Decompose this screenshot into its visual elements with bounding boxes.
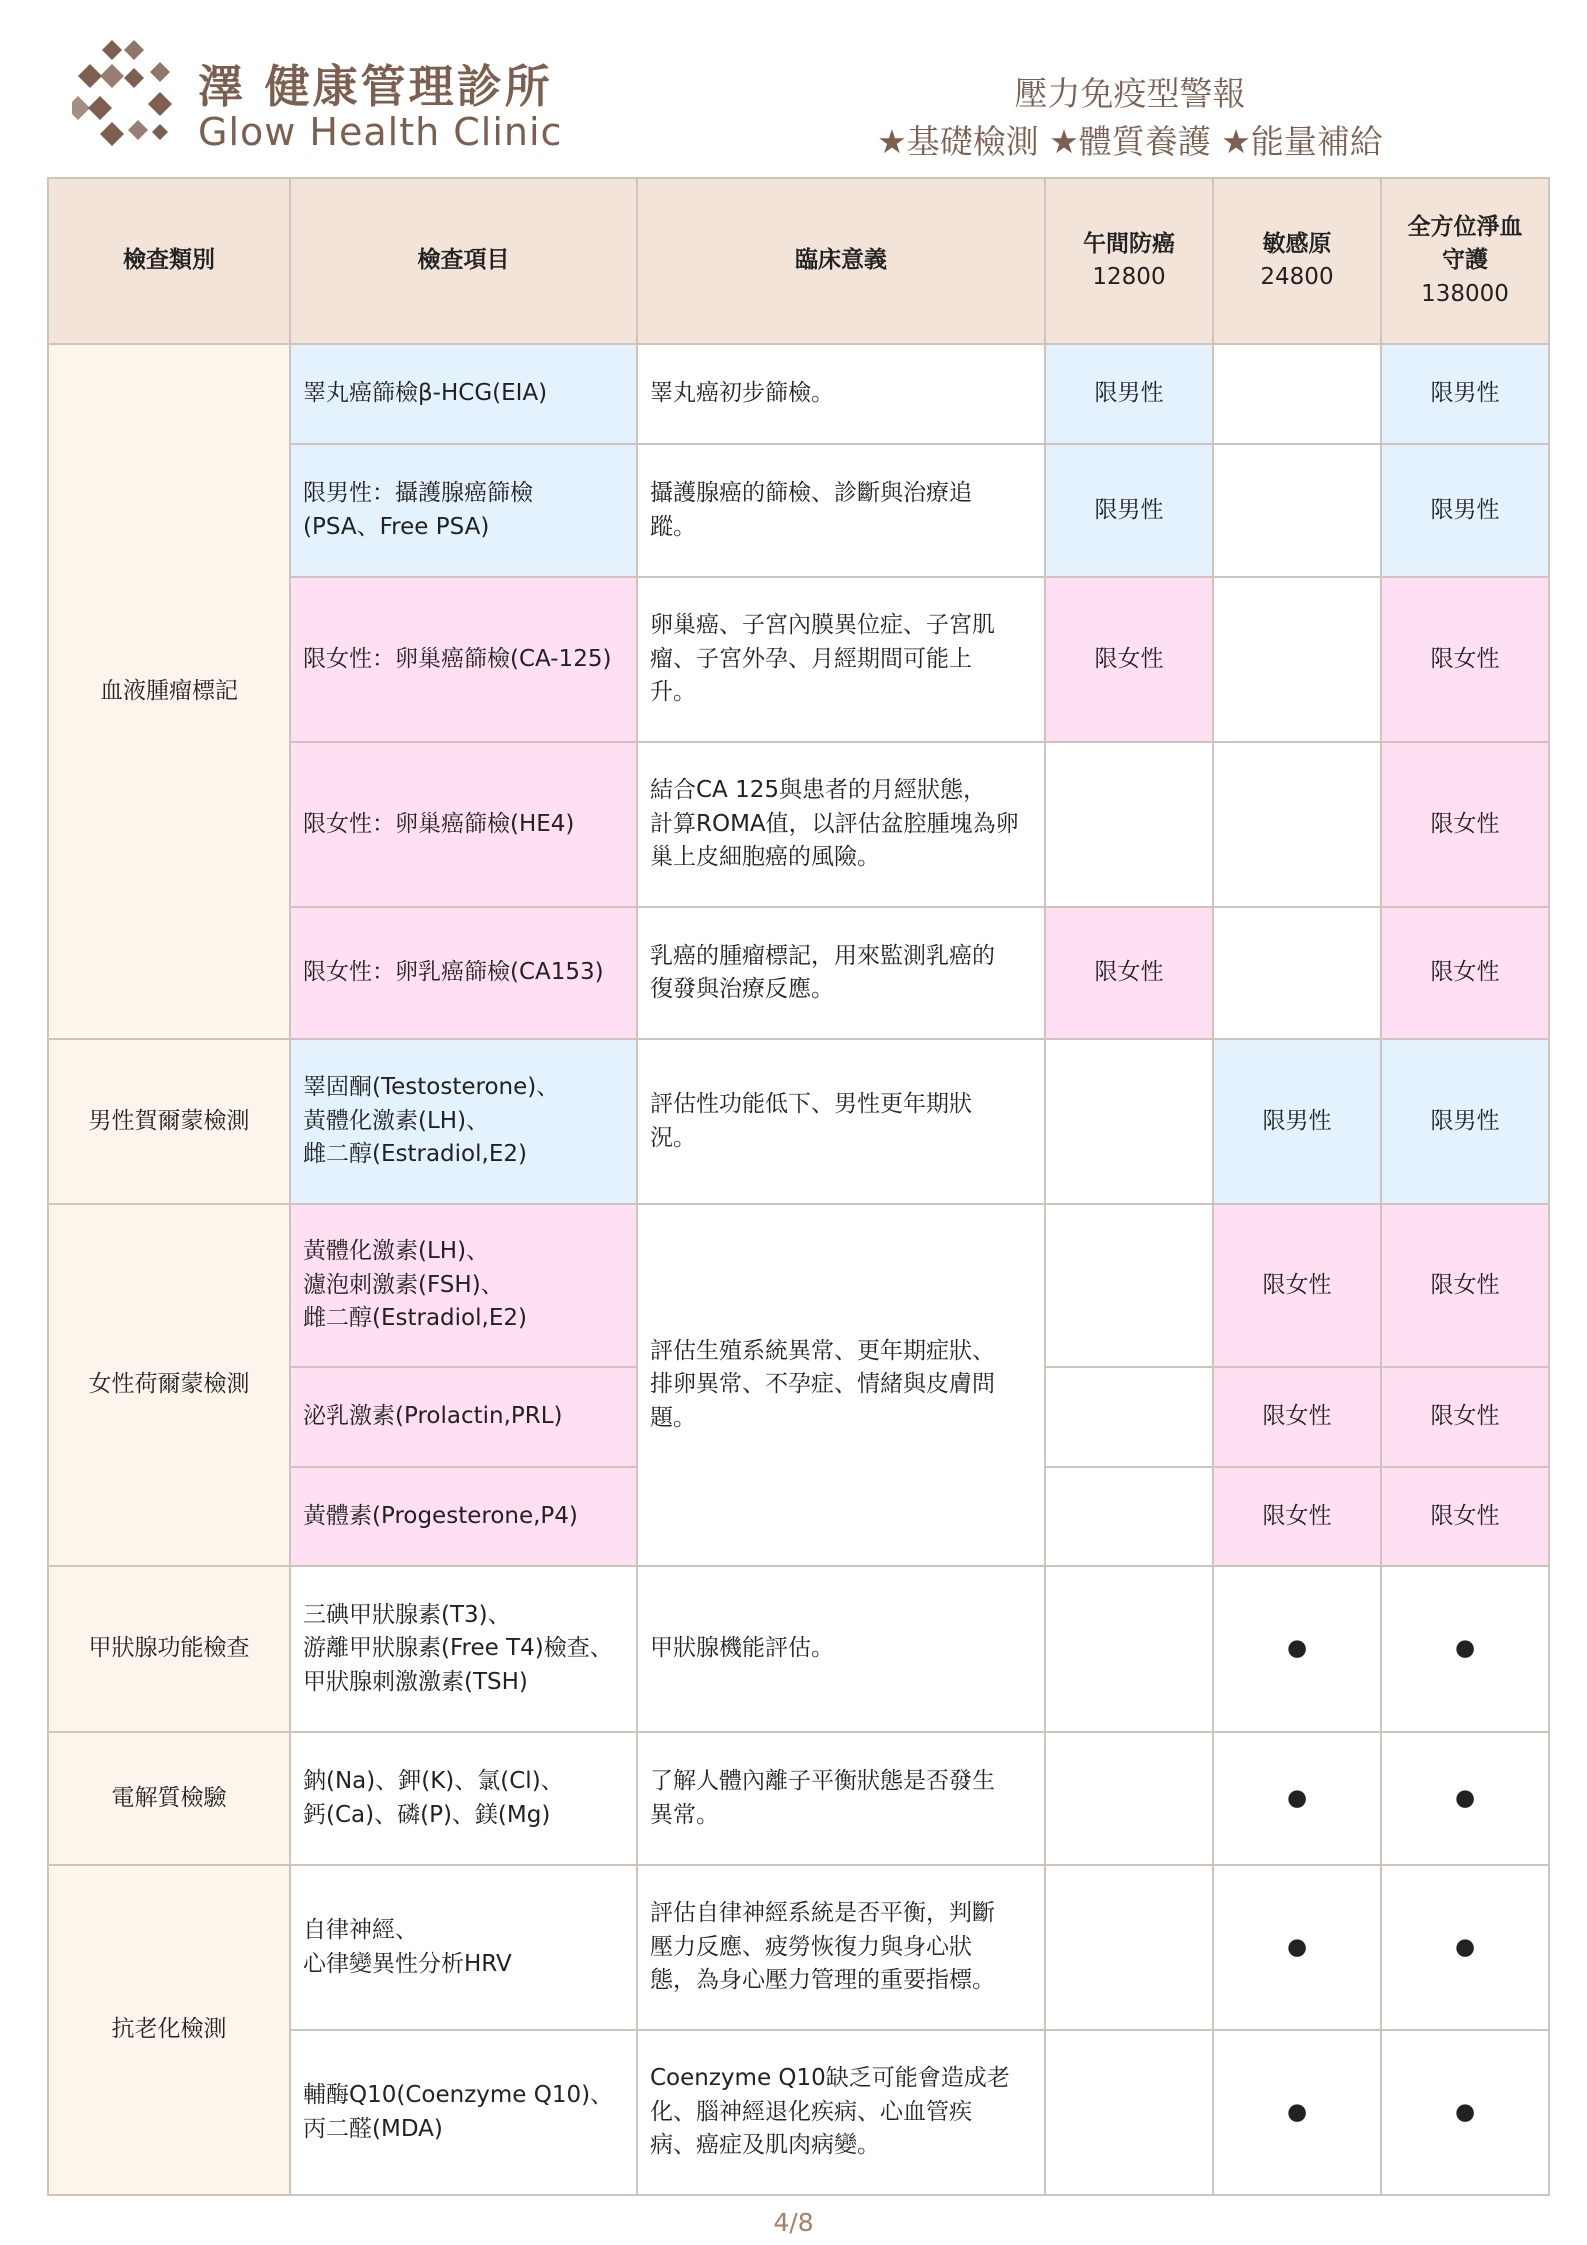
plan-1-cell: 限女性	[1045, 577, 1213, 742]
plan-2-cell	[1213, 344, 1381, 444]
plan-2-name: 敏感原	[1262, 230, 1332, 257]
item-line: 泌乳激素(Prolactin,PRL)	[303, 1403, 563, 1430]
table-row	[48, 1039, 1549, 1204]
item-line: 雌二醇(Estradiol,E2)	[303, 1141, 527, 1168]
plan-1-cell: 限男性	[1045, 344, 1213, 444]
table-header-row	[48, 178, 1549, 344]
meaning-line: 睪丸癌初步篩檢。	[650, 380, 834, 407]
plan-3-cell: 限女性	[1381, 907, 1549, 1039]
plan-1-price: 12800	[1092, 264, 1166, 290]
item-line: 鈣(Ca)、磷(P)、鎂(Mg)	[303, 1801, 551, 1828]
included-dot-icon: ●	[1213, 1865, 1381, 2030]
page-header	[0, 0, 1587, 175]
item-line: 丙二醛(MDA)	[303, 2115, 443, 2142]
item-cell	[290, 1865, 637, 2030]
meaning-line: 卵巢癌、子宮內膜異位症、子宮肌	[650, 612, 995, 639]
item-line: 輔酶Q10(Coenzyme Q10)、	[303, 2082, 614, 2109]
meaning-line: 結合CA 125與患者的月經狀態，	[650, 777, 987, 804]
meaning-line: 蹤。	[650, 513, 696, 540]
plan-3-cell: 限男性	[1381, 1039, 1549, 1204]
meaning-line: 計算ROMA值，以評估盆腔腫塊為卵	[650, 810, 1019, 837]
meaning-line: 評估生殖系統異常、更年期症狀、	[650, 1337, 995, 1364]
meaning-line: 升。	[650, 679, 696, 706]
included-dot-icon: ●	[1381, 1732, 1549, 1865]
plan-title: 壓力免疫型警報	[1014, 74, 1246, 113]
plan-3-cell: 限男性	[1381, 444, 1549, 577]
item-line: 游離甲狀腺素(Free T4)檢查、	[303, 1635, 613, 1662]
plan-1-cell	[1045, 1865, 1213, 2030]
meaning-cell	[637, 742, 1045, 907]
meaning-cell	[637, 1566, 1045, 1732]
meaning-line: 了解人體內離子平衡狀態是否發生	[650, 1768, 995, 1795]
header-plan-1	[1045, 178, 1213, 344]
item-line: 限女性：卵巢癌篩檢(HE4)	[303, 810, 575, 837]
meaning-cell	[637, 577, 1045, 742]
item-line: 濾泡刺激素(FSH)、	[303, 1271, 504, 1298]
meaning-line: 巢上皮細胞癌的風險。	[650, 844, 880, 871]
meaning-line: 評估性功能低下、男性更年期狀	[650, 1091, 972, 1118]
plan-2-cell	[1213, 577, 1381, 742]
plan-2-price: 24800	[1260, 264, 1334, 290]
item-cell	[290, 742, 637, 907]
meaning-cell	[637, 1865, 1045, 2030]
brand-name-chinese: 澤 健康管理診所	[198, 60, 553, 113]
plan-3-cell: 限女性	[1381, 1367, 1549, 1467]
plan-3-cell: 限女性	[1381, 1467, 1549, 1566]
meaning-line: 排卵異常、不孕症、情緒與皮膚問	[650, 1371, 995, 1398]
meaning-line: 題。	[650, 1404, 696, 1431]
item-cell	[290, 907, 637, 1039]
meaning-cell	[637, 1732, 1045, 1865]
item-line: 黃體素(Progesterone,P4)	[303, 1502, 578, 1529]
plan-3-cell: 限男性	[1381, 344, 1549, 444]
item-line: 雌二醇(Estradiol,E2)	[303, 1305, 527, 1332]
item-cell	[290, 577, 637, 742]
meaning-line: 化、腦神經退化疾病、心血管疾	[650, 2098, 972, 2125]
category-blood-tumor: 血液腫瘤標記	[48, 344, 290, 1039]
brand-name-english: Glow Health Clinic	[198, 110, 563, 154]
header-category: 檢查類別	[48, 178, 290, 344]
included-dot-icon: ●	[1213, 1732, 1381, 1865]
meaning-line: 態，為身心壓力管理的重要指標。	[650, 1967, 995, 1994]
item-line: 自律神經、	[303, 1917, 418, 1944]
category-female-hormone: 女性荷爾蒙檢測	[48, 1204, 290, 1566]
header-plan-2	[1213, 178, 1381, 344]
plan-1-cell	[1045, 1566, 1213, 1732]
table-row	[48, 1732, 1549, 1865]
item-line: 限女性：卵巢癌篩檢(CA-125)	[303, 645, 612, 672]
plan-1-cell: 限女性	[1045, 907, 1213, 1039]
meaning-line: 病、癌症及肌肉病變。	[650, 2132, 880, 2159]
included-dot-icon: ●	[1381, 1566, 1549, 1732]
plan-3-cell: 限女性	[1381, 1204, 1549, 1367]
plan-3-cell: 限女性	[1381, 742, 1549, 907]
plan-1-cell	[1045, 2030, 1213, 2195]
meaning-line: 甲狀腺機能評估。	[650, 1635, 834, 1662]
plan-2-cell	[1213, 444, 1381, 577]
plan-2-cell	[1213, 907, 1381, 1039]
plan-1-cell	[1045, 1039, 1213, 1204]
included-dot-icon: ●	[1381, 1865, 1549, 2030]
item-cell	[290, 1467, 637, 1566]
header-plan-3	[1381, 178, 1549, 344]
meaning-cell	[637, 444, 1045, 577]
item-line: 黃體化激素(LH)、	[303, 1238, 490, 1265]
meaning-cell	[637, 907, 1045, 1039]
item-cell	[290, 1566, 637, 1732]
item-line: (PSA、Free PSA)	[303, 513, 490, 540]
meaning-cell	[637, 2030, 1045, 2195]
plan-1-name: 午間防癌	[1083, 230, 1175, 257]
plan-1-cell	[1045, 1367, 1213, 1467]
clinic-logo-icon	[72, 40, 184, 152]
plan-2-cell: 限男性	[1213, 1039, 1381, 1204]
included-dot-icon: ●	[1381, 2030, 1549, 2195]
category-thyroid: 甲狀腺功能檢查	[48, 1566, 290, 1732]
plan-1-cell	[1045, 1204, 1213, 1367]
plan-3-cell: 限女性	[1381, 577, 1549, 742]
meaning-cell	[637, 344, 1045, 444]
included-dot-icon: ●	[1213, 2030, 1381, 2195]
item-line: 睪丸癌篩檢β-HCG(EIA)	[303, 380, 548, 407]
meaning-line: 復發與治療反應。	[650, 976, 834, 1002]
meaning-line: 攝護腺癌的篩檢、診斷與治療追	[650, 480, 972, 507]
page-number: 4/8	[773, 2208, 814, 2237]
plan-1-cell: 限男性	[1045, 444, 1213, 577]
item-cell	[290, 444, 637, 577]
category-electrolyte: 電解質檢驗	[48, 1732, 290, 1865]
plan-3-price: 138000	[1421, 280, 1509, 307]
item-cell	[290, 1204, 637, 1367]
item-cell	[290, 1732, 637, 1865]
category-anti-aging: 抗老化檢測	[48, 1865, 290, 2195]
table-row	[48, 344, 1549, 444]
table-row	[48, 1204, 1549, 1367]
header-meaning: 臨床意義	[637, 178, 1045, 344]
item-cell	[290, 1367, 637, 1467]
included-dot-icon: ●	[1213, 1566, 1381, 1732]
plan-2-cell: 限女性	[1213, 1367, 1381, 1467]
meaning-line: 乳癌的腫瘤標記，用來監測乳癌的	[650, 942, 995, 969]
plan-subtitle: ★基礎檢測 ★體質養護 ★能量補給	[877, 122, 1383, 161]
meaning-line: 異常。	[650, 1801, 719, 1828]
item-line: 限女性：卵乳癌篩檢(CA153)	[303, 959, 604, 986]
item-line: 甲狀腺刺激激素(TSH)	[303, 1668, 528, 1695]
plan-2-cell: 限女性	[1213, 1204, 1381, 1367]
item-cell	[290, 2030, 637, 2195]
meaning-line: 瘤、子宮外孕、月經期間可能上	[650, 645, 972, 672]
plan-1-cell	[1045, 742, 1213, 907]
category-male-hormone: 男性賀爾蒙檢測	[48, 1039, 290, 1204]
plan-1-cell	[1045, 1467, 1213, 1566]
item-line: 心律變異性分析HRV	[303, 1950, 512, 1977]
plan-2-cell	[1213, 742, 1381, 907]
table-row	[48, 1566, 1549, 1732]
item-cell	[290, 1039, 637, 1204]
plan-3-name-line-2: 守護	[1442, 247, 1488, 274]
item-line: 鈉(Na)、鉀(K)、氯(Cl)、	[303, 1768, 564, 1795]
table-row	[48, 1865, 1549, 2030]
meaning-line: Coenzyme Q10缺乏可能會造成老	[650, 2065, 1010, 2092]
exam-items-table	[47, 177, 1550, 2196]
item-line: 黃體化激素(LH)、	[303, 1107, 490, 1134]
plan-3-name-line-1: 全方位淨血	[1407, 213, 1523, 240]
plan-2-cell: 限女性	[1213, 1467, 1381, 1566]
header-item: 檢查項目	[290, 178, 637, 344]
item-line: 限男性：攝護腺癌篩檢	[303, 480, 533, 507]
item-cell	[290, 344, 637, 444]
meaning-line: 壓力反應、疲勞恢復力與身心狀	[650, 1933, 972, 1960]
item-line: 睪固酮(Testosterone)、	[303, 1074, 560, 1101]
meaning-line: 評估自律神經系統是否平衡，判斷	[650, 1900, 995, 1927]
item-line: 三碘甲狀腺素(T3)、	[303, 1601, 511, 1628]
meaning-cell	[637, 1039, 1045, 1204]
meaning-cell	[637, 1204, 1045, 1566]
meaning-line: 況。	[650, 1124, 696, 1151]
plan-1-cell	[1045, 1732, 1213, 1865]
